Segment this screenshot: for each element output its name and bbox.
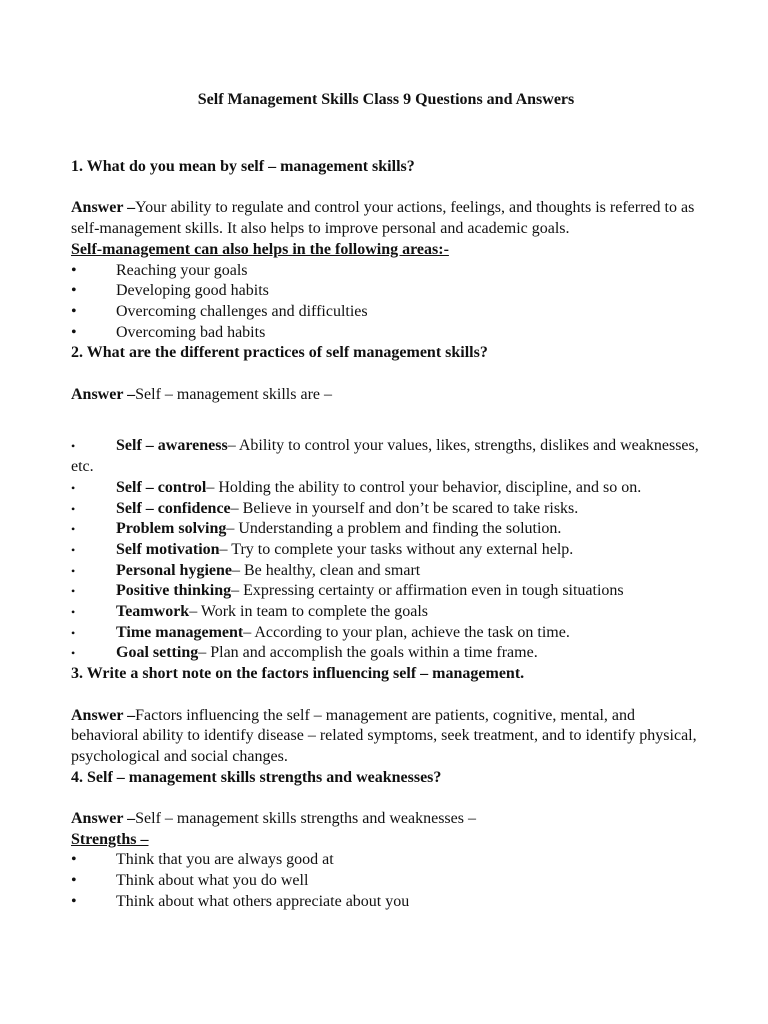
list-item-text: Think that you are always good at [116, 851, 334, 869]
list-item [71, 581, 701, 602]
list-item-term: Problem solving [116, 520, 227, 538]
list-item [71, 478, 701, 499]
list-item-term: Personal hygiene [116, 561, 232, 579]
list-item [71, 281, 701, 302]
list-item-text: Think about what you do well [116, 872, 309, 890]
list-item-desc: – Believe in yourself and don’t be scared to take risks. [230, 499, 579, 517]
list-item-text: Reaching your goals [116, 261, 248, 279]
question-1: 1. What do you mean by self – management skills? [71, 158, 415, 175]
bullet-icon: • [71, 872, 77, 890]
spacer [71, 685, 701, 706]
list-item [71, 519, 701, 540]
bullet-icon: • [71, 282, 77, 300]
list-item [71, 871, 701, 892]
list-item-desc: – Ability to control your values, likes, strengths, dislikes and weaknesses, etc. [71, 437, 699, 476]
list-item [71, 302, 701, 323]
document-title: Self Management Skills Class 9 Questions and Answers [197, 91, 575, 108]
list-item [71, 643, 701, 664]
list-item-text: Overcoming bad habits [116, 323, 266, 341]
bullet-icon: • [71, 605, 76, 620]
list-item-desc: – Understanding a problem and finding the solution. [226, 520, 562, 538]
bullet-icon: • [71, 302, 77, 320]
answer-text: Factors influencing the self – management are patients, cognitive, mental, and behavioral ability to identify disease – related symptoms, seek treatment, and to identify physical, psychological and social changes. [71, 706, 697, 765]
spacer [71, 178, 701, 199]
list-item-term: Teamwork [116, 603, 190, 621]
answer-2 [71, 385, 701, 406]
answer-text: Your ability to regulate and control your actions, feelings, and thoughts is referred to as self-management skills. It also helps to improve personal and academic goals. [71, 199, 695, 238]
list-item [71, 623, 701, 644]
answer-label: Answer – [71, 199, 136, 217]
list-item [71, 540, 701, 561]
answer-3 [71, 706, 701, 768]
list-item [71, 436, 701, 477]
list-item [71, 561, 701, 582]
bullet-icon: • [71, 892, 77, 910]
list-item-text: Developing good habits [116, 282, 269, 300]
answer-label: Answer – [71, 385, 136, 403]
list-item [71, 499, 701, 520]
list-item-text: Overcoming challenges and difficulties [116, 302, 368, 320]
strengths-heading: Strengths – [71, 830, 149, 848]
q1-subheading: Self-management can also helps in the following areas:- [71, 240, 449, 258]
answer-label: Answer – [71, 706, 136, 724]
document-body [71, 157, 701, 913]
answer-label: Answer – [71, 810, 136, 828]
bullet-icon: • [71, 584, 76, 599]
list-item-desc: – Be healthy, clean and smart [232, 561, 421, 579]
list-item [71, 602, 701, 623]
bullet-icon: • [71, 439, 76, 454]
list-item-desc: – Try to complete your tasks without any external help. [219, 540, 574, 558]
spacer [71, 364, 701, 385]
bullet-icon: • [71, 480, 76, 495]
list-item-term: Goal setting [116, 644, 199, 662]
bullet-icon: • [71, 261, 77, 279]
answer-text: Self – management skills strengths and weaknesses – [135, 810, 476, 828]
bullet-icon: • [71, 501, 76, 516]
list-item-term: Self motivation [116, 540, 220, 558]
bullet-icon: • [71, 625, 76, 640]
bullet-icon: • [71, 563, 76, 578]
answer-text: Self – management skills are – [135, 385, 332, 403]
list-item [71, 261, 701, 282]
list-item-desc: – Holding the ability to control your behavior, discipline, and so on. [206, 478, 642, 496]
list-item [71, 850, 701, 871]
bullet-icon: • [71, 851, 77, 869]
list-item-term: Positive thinking [116, 582, 232, 600]
list-item-term: Self – awareness [116, 437, 228, 455]
list-item-desc: – Expressing certainty or affirmation even in tough situations [231, 582, 624, 600]
list-item-desc: – Work in team to complete the goals [189, 603, 428, 621]
spacer [71, 788, 701, 809]
list-item-text: Think about what others appreciate about you [116, 892, 410, 910]
list-item-term: Time management [116, 623, 244, 641]
bullet-icon: • [71, 646, 76, 661]
question-3: 3. Write a short note on the factors influencing self – management. [71, 665, 525, 683]
list-item-term: Self – confidence [116, 499, 231, 517]
list-item-term: Self – control [116, 478, 207, 496]
list-item [71, 323, 701, 344]
spacer [71, 405, 701, 436]
list-item [71, 892, 701, 913]
question-4: 4. Self – management skills strengths and weaknesses? [71, 768, 442, 786]
bullet-icon: • [71, 323, 77, 341]
answer-1 [71, 198, 701, 239]
list-item-desc: – Plan and accomplish the goals within a time frame. [198, 644, 538, 662]
bullet-icon: • [71, 522, 76, 537]
answer-4 [71, 809, 701, 830]
question-2: 2. What are the different practices of self management skills? [71, 344, 488, 362]
bullet-icon: • [71, 542, 76, 557]
list-item-desc: – According to your plan, achieve the task on time. [243, 623, 570, 641]
